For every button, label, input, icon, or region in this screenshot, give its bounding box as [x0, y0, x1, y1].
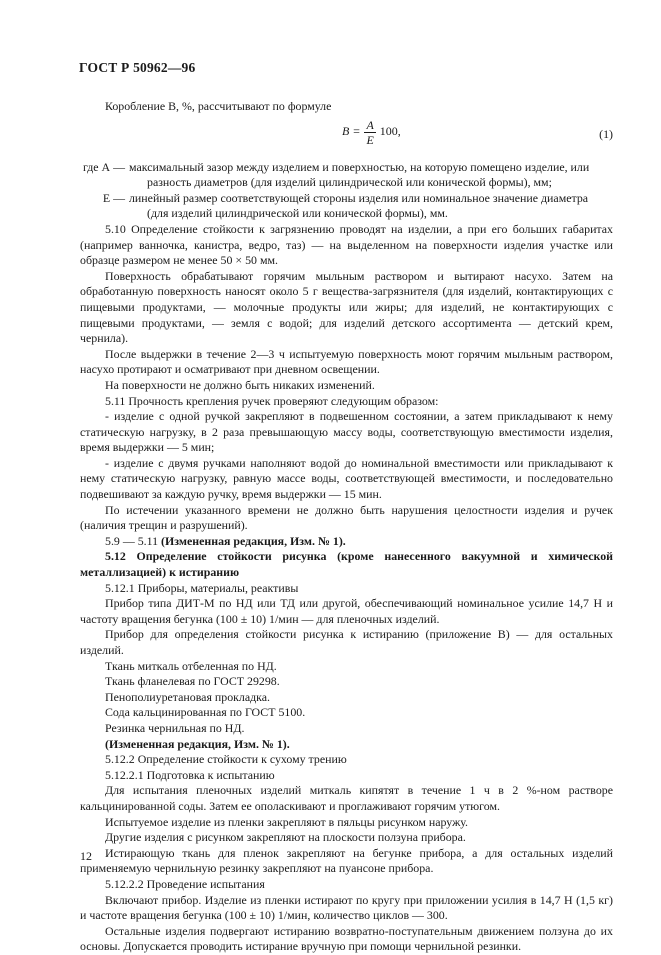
document-body [80, 99, 613, 955]
paragraph: Ткань фланелевая по ГОСТ 29298. [105, 674, 280, 689]
paragraph: - изделие с двумя ручками наполняют водой до номинальной вместимости или прикладывают к нему статическую нагрузку, равную массе воды, соответствующей вместимости, и последовательно подвешивают за каждую ручку, время выдержки — 15 мин. [80, 455, 613, 502]
paragraph: Прибор для определения стойкости рисунка к истиранию (приложение В) — для остальных изделий. [80, 627, 613, 657]
formula-denominator: E [366, 132, 374, 147]
definition-term: Е — [102, 190, 125, 205]
paragraph: (Измененная редакция, Изм. № 1). [105, 736, 290, 751]
formula-fraction [364, 118, 375, 147]
paragraph-list [80, 222, 613, 955]
document-header: ГОСТ Р 50962—96 [79, 60, 196, 75]
paragraph: - изделие с одной ручкой закрепляют в подвешенном состоянии, а затем прикладывают к нему статическую нагрузку, в 2 раза превышающую массу воды, соответствующую вместимости изделия, время выдержки — 5 мин; [80, 409, 613, 455]
formula-factor: 100, [379, 124, 401, 139]
paragraph: Истирающую ткань для пленок закрепляют на бегунке прибора, а для остальных изделий применяемую чернильную резинку закрепляют на пуансоне прибора. [80, 845, 613, 876]
definition-line: максимальный зазор между изделием и поверхностью, на которую помещено изделие, или [129, 159, 590, 174]
paragraph: Сода кальцинированная по ГОСТ 5100. [105, 705, 306, 720]
amend-ref: 5.9 — 5.11 [105, 533, 162, 548]
formula [342, 118, 401, 147]
definition-line: разность диаметров (для изделий цилиндрической или конической формы), мм; [147, 175, 552, 190]
paragraph: Пенополиуретановая прокладка. [105, 689, 271, 704]
paragraph: 5.12 Определение стойкости рисунка (кроме нанесенного вакуумной и химической металлизацией) к истиранию [80, 549, 613, 580]
formula-block [80, 116, 613, 160]
paragraph: Остальные изделия подвергают истиранию возвратно-поступательным движением ползуна до их основы. Допускается проводить истирание вручную при помощи чернильной резинки. [80, 923, 613, 954]
definition-line: линейный размер соответствующей стороны изделия или номинальное значение диаметра [129, 190, 589, 205]
formula-intro: Коробление В, %, рассчитывают по формуле [105, 99, 332, 113]
paragraph: 5.12.2.1 Подготовка к испытанию [105, 767, 275, 782]
paragraph: 5.11 Прочность крепления ручек проверяют следующим образом: [105, 393, 439, 408]
paragraph: Для испытания пленочных изделий миткаль кипятят в течение 1 ч в 2 %-ном растворе кальцинированной соды. Затем ее ополаскивают и проглаживают горячим утюгом. [80, 783, 613, 813]
definition-desc [129, 191, 613, 222]
paragraph: Испытуемое изделие из пленки закрепляют в пяльцы рисунком наружу. [105, 814, 469, 829]
paragraph: Другие изделия с рисунком закрепляют на плоскости ползуна прибора. [105, 830, 466, 845]
page-number: 12 [80, 849, 92, 863]
paragraph: Поверхность обрабатывают горячим мыльным раствором и вытирают насухо. Затем на обработанную поверхность наносят около 5 г вещества-загрязнителя (для изделий, контактирующих с пищевыми продуктами, — молочные продукты или жиры; для изделий, не контактирующих с пищевыми продуктами, — земля с водой; для изделий детского ассортимента — детский крем, чернила). [80, 268, 613, 346]
paragraph: На поверхности не должно быть никаких изменений. [105, 377, 375, 392]
paragraph: 5.12.2.2 Проведение испытания [105, 876, 265, 891]
definition-a [80, 160, 613, 191]
formula-lhs: B = [342, 124, 361, 139]
paragraph: Ткань миткаль отбеленная по НД. [105, 658, 277, 673]
definition-term: где А — [82, 159, 125, 174]
paragraph: Резинка чернильная по НД. [105, 720, 245, 735]
paragraph: Прибор типа ДИТ-М по НД или ТД или другой, обеспечивающий номинальное усилие 14,7 Н и частоту вращения бегунка (100 ± 10) 1/мин — для пленочных изделий. [80, 596, 613, 626]
paragraph: 5.12.2 Определение стойкости к сухому трению [105, 752, 347, 767]
paragraph: 5.10 Определение стойкости к загрязнению проводят на изделии, а при его больших габаритах (например ванночка, канистра, ведро, таз) — на выделенном на поверхности изделия участке или образце размером не менее 50 × 50 мм. [80, 221, 613, 268]
paragraph [80, 534, 613, 550]
paragraph: После выдержки в течение 2—3 ч испытуемую поверхность моют горячим мыльным раствором, насухо протирают и осматривают при дневном освещении. [80, 346, 613, 377]
definition-desc [129, 160, 613, 191]
definition-line: (для изделий цилиндрической или конической формы), мм. [147, 206, 448, 221]
formula-numerator: A [366, 117, 374, 132]
definition-e [80, 191, 613, 222]
formula-number: (1) [599, 126, 613, 141]
amend-note: (Измененная редакция, Изм. № 1). [161, 533, 346, 548]
paragraph: 5.12.1 Приборы, материалы, реактивы [105, 580, 299, 595]
paragraph: Включают прибор. Изделие из пленки истирают по кругу при приложении усилия в 14,7 Н (1,5 кг) и частоте вращения бегунка (100 ± 10) 1/мин, количество циклов — 300. [80, 892, 613, 923]
paragraph: По истечении указанного времени не должно быть нарушения целостности изделия и ручек (наличия трещин и разрушений). [80, 502, 613, 533]
